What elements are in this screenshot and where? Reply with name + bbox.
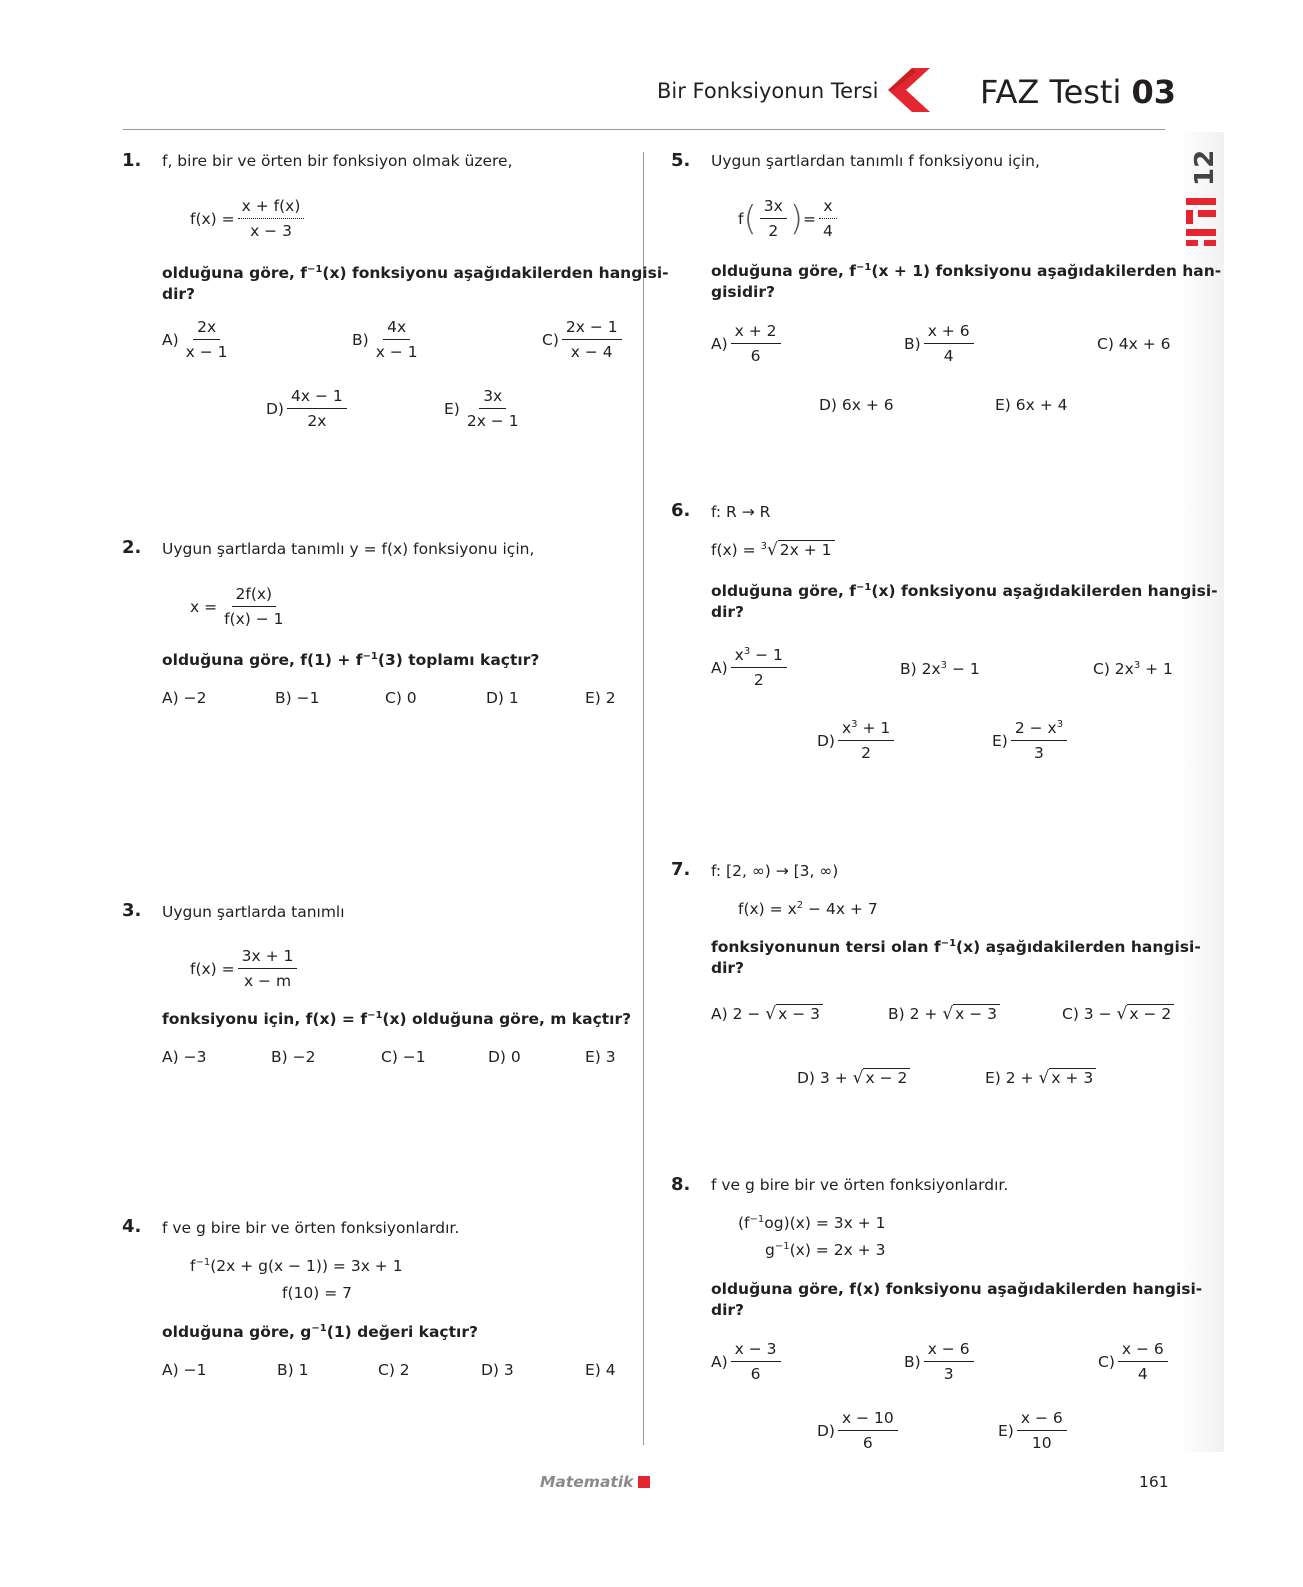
question-number: 4. (122, 1216, 142, 1237)
question-ask: olduğuna göre, $f^{-1}(x)$ fonksiyonu aşağıdakilerden hangisi- (162, 263, 669, 282)
question-ask-cont: dir? (162, 285, 196, 303)
question-ask-cont: dir? (711, 959, 745, 977)
equation: f(x) = $\frac{3x + 1}{x - m}$ (190, 947, 300, 990)
option-a[interactable]: A) $\frac{2x}{x - 1}$ (162, 318, 228, 361)
option-e[interactable]: E) 3 (585, 1048, 616, 1066)
option-e[interactable]: E) 2 (585, 689, 616, 707)
side-tab (1178, 132, 1224, 1452)
option-d[interactable]: D) $\frac{4x - 1}{2x}$ (266, 387, 350, 430)
equation: f(x) = $^3$√ 2x + 1 (711, 540, 835, 560)
option-c[interactable]: C) −1 (381, 1048, 426, 1066)
header-title (980, 72, 1176, 112)
option-d[interactable]: D) $\frac{x - 10}{6}$ (817, 1409, 901, 1452)
option-a[interactable]: A) −3 (162, 1048, 207, 1066)
faz-logo-icon (1186, 196, 1216, 248)
option-d[interactable]: D) 0 (488, 1048, 521, 1066)
footer-subject: Matematik (540, 1473, 634, 1491)
equation: x = $\frac{2f(x)}{f(x) - 1}$ (190, 585, 284, 628)
column-divider (643, 152, 644, 1445)
option-a[interactable]: A) −1 (162, 1361, 207, 1379)
question-stem: Uygun şartlarda tanımlı y = f(x) fonksiyonu için, (162, 540, 535, 558)
option-b[interactable]: B) $\frac{4x}{x - 1}$ (352, 318, 418, 361)
option-e[interactable]: E) 6x + 4 (995, 396, 1068, 414)
question-stem: f ve g bire bir ve örten fonksiyonlardır. (162, 1219, 460, 1237)
chevron-left-icon (886, 68, 932, 112)
question-ask: fonksiyonu için, $f(x) = f^{-1}(x)$ olduğuna göre, m kaçtır? (162, 1009, 632, 1028)
question-ask-cont: gisidir? (711, 283, 775, 301)
equation: f(x) = $\frac{x + f(x)}{x - 3}$ (190, 197, 307, 240)
option-d[interactable]: D) 1 (486, 689, 519, 707)
option-c[interactable]: C) $\frac{x - 6}{4}$ (1098, 1340, 1171, 1383)
option-d[interactable]: D) 6x + 6 (819, 396, 894, 414)
domain-line: f: R → R (711, 503, 771, 521)
question-number: 5. (671, 150, 691, 171)
question-ask: fonksiyonunun tersi olan $f^{-1}(x)$ aşağıdakilerden hangisi- (711, 937, 1201, 956)
option-a[interactable]: A) $\frac{x^3 - 1}{2}$ (711, 646, 790, 689)
equation: $f(x) = x^2 - 4x + 7$ (738, 899, 878, 918)
option-b[interactable]: B) $\frac{x - 6}{3}$ (904, 1340, 977, 1383)
question-ask-cont: dir? (711, 603, 745, 621)
question-ask: olduğuna göre, $f^{-1}(x)$ fonksiyonu aşağıdakilerden hangisi- (711, 581, 1218, 600)
question-stem: f ve g bire bir ve örten fonksiyonlardır. (711, 1176, 1009, 1194)
option-e[interactable]: E) $\frac{x - 6}{10}$ (998, 1409, 1070, 1452)
page-number: 161 (1139, 1473, 1169, 1491)
option-b[interactable]: B) $2x^3 - 1$ (900, 659, 980, 678)
option-c[interactable]: C) $2x^3 + 1$ (1093, 659, 1173, 678)
equation-1: $f^{-1}(2x + g(x - 1)) = 3x + 1$ (190, 1256, 403, 1275)
question-ask-cont: dir? (711, 1301, 745, 1319)
side-grade: 12 (1190, 149, 1220, 186)
question-number: 3. (122, 900, 142, 921)
option-b[interactable]: B) 2 + √ x − 3 (888, 1004, 1000, 1024)
header-rule (123, 129, 1165, 130)
header-title-text: FAZ Testi (980, 73, 1122, 111)
option-c[interactable]: C) 4x + 6 (1097, 335, 1171, 353)
question-stem: f, bire bir ve örten bir fonksiyon olmak üzere, (162, 152, 513, 170)
header-title-number: 03 (1131, 73, 1177, 111)
question-number: 7. (671, 859, 691, 880)
option-e[interactable]: E) 2 + √ x + 3 (985, 1068, 1096, 1088)
header-subtitle: Bir Fonksiyonun Tersi (657, 79, 879, 103)
option-c[interactable]: C) 2 (378, 1361, 410, 1379)
option-e[interactable]: E) 4 (585, 1361, 616, 1379)
option-c[interactable]: C) 3 − √ x − 2 (1062, 1004, 1174, 1024)
option-a[interactable]: A) 2 − √ x − 3 (711, 1004, 823, 1024)
question-number: 8. (671, 1174, 691, 1195)
option-b[interactable]: B) 1 (277, 1361, 309, 1379)
option-a[interactable]: A) $\frac{x + 2}{6}$ (711, 322, 784, 365)
option-b[interactable]: B) −2 (271, 1048, 316, 1066)
option-d[interactable]: D) 3 + √ x − 2 (797, 1068, 910, 1088)
option-b[interactable]: B) $\frac{x + 6}{4}$ (904, 322, 977, 365)
question-ask: olduğuna göre, $f^{-1}(x + 1)$ fonksiyonu aşağıdakilerden han- (711, 261, 1222, 280)
equation-1: $(f^{-1}og)(x) = 3x + 1$ (738, 1213, 886, 1232)
option-e[interactable]: E) $\frac{3x}{2x - 1}$ (444, 387, 519, 430)
question-ask: olduğuna göre, $f(1) + f^{-1}(3)$ toplamı kaçtır? (162, 650, 540, 669)
footer-square-icon (638, 1476, 650, 1488)
option-e[interactable]: E) $\frac{2 - x^3}{3}$ (992, 719, 1070, 762)
equation-2: $g^{-1}(x) = 2x + 3$ (765, 1240, 886, 1259)
option-b[interactable]: B) −1 (275, 689, 320, 707)
question-number: 2. (122, 537, 142, 558)
option-d[interactable]: D) $\frac{x^3 + 1}{2}$ (817, 719, 897, 762)
equation: f ( $\frac{3x}{2}$ ) = $\frac{x}{4}$ (738, 197, 840, 240)
question-number: 6. (671, 500, 691, 521)
equation-2: f(10) = 7 (282, 1284, 352, 1302)
option-a[interactable]: A) −2 (162, 689, 207, 707)
question-stem: Uygun şartlarda tanımlı (162, 903, 345, 921)
option-d[interactable]: D) 3 (481, 1361, 514, 1379)
question-ask: olduğuna göre, f(x) fonksiyonu aşağıdakilerden hangisi- (711, 1280, 1203, 1298)
option-c[interactable]: C) 0 (385, 689, 417, 707)
domain-line: f: [2, ∞) → [3, ∞) (711, 862, 839, 880)
question-ask: olduğuna göre, $g^{-1}(1)$ değeri kaçtır? (162, 1322, 478, 1341)
option-c[interactable]: C) $\frac{2x - 1}{x - 4}$ (542, 318, 625, 361)
option-a[interactable]: A) $\frac{x - 3}{6}$ (711, 1340, 784, 1383)
question-stem: Uygun şartlardan tanımlı f fonksiyonu için, (711, 152, 1040, 170)
question-number: 1. (122, 150, 142, 171)
